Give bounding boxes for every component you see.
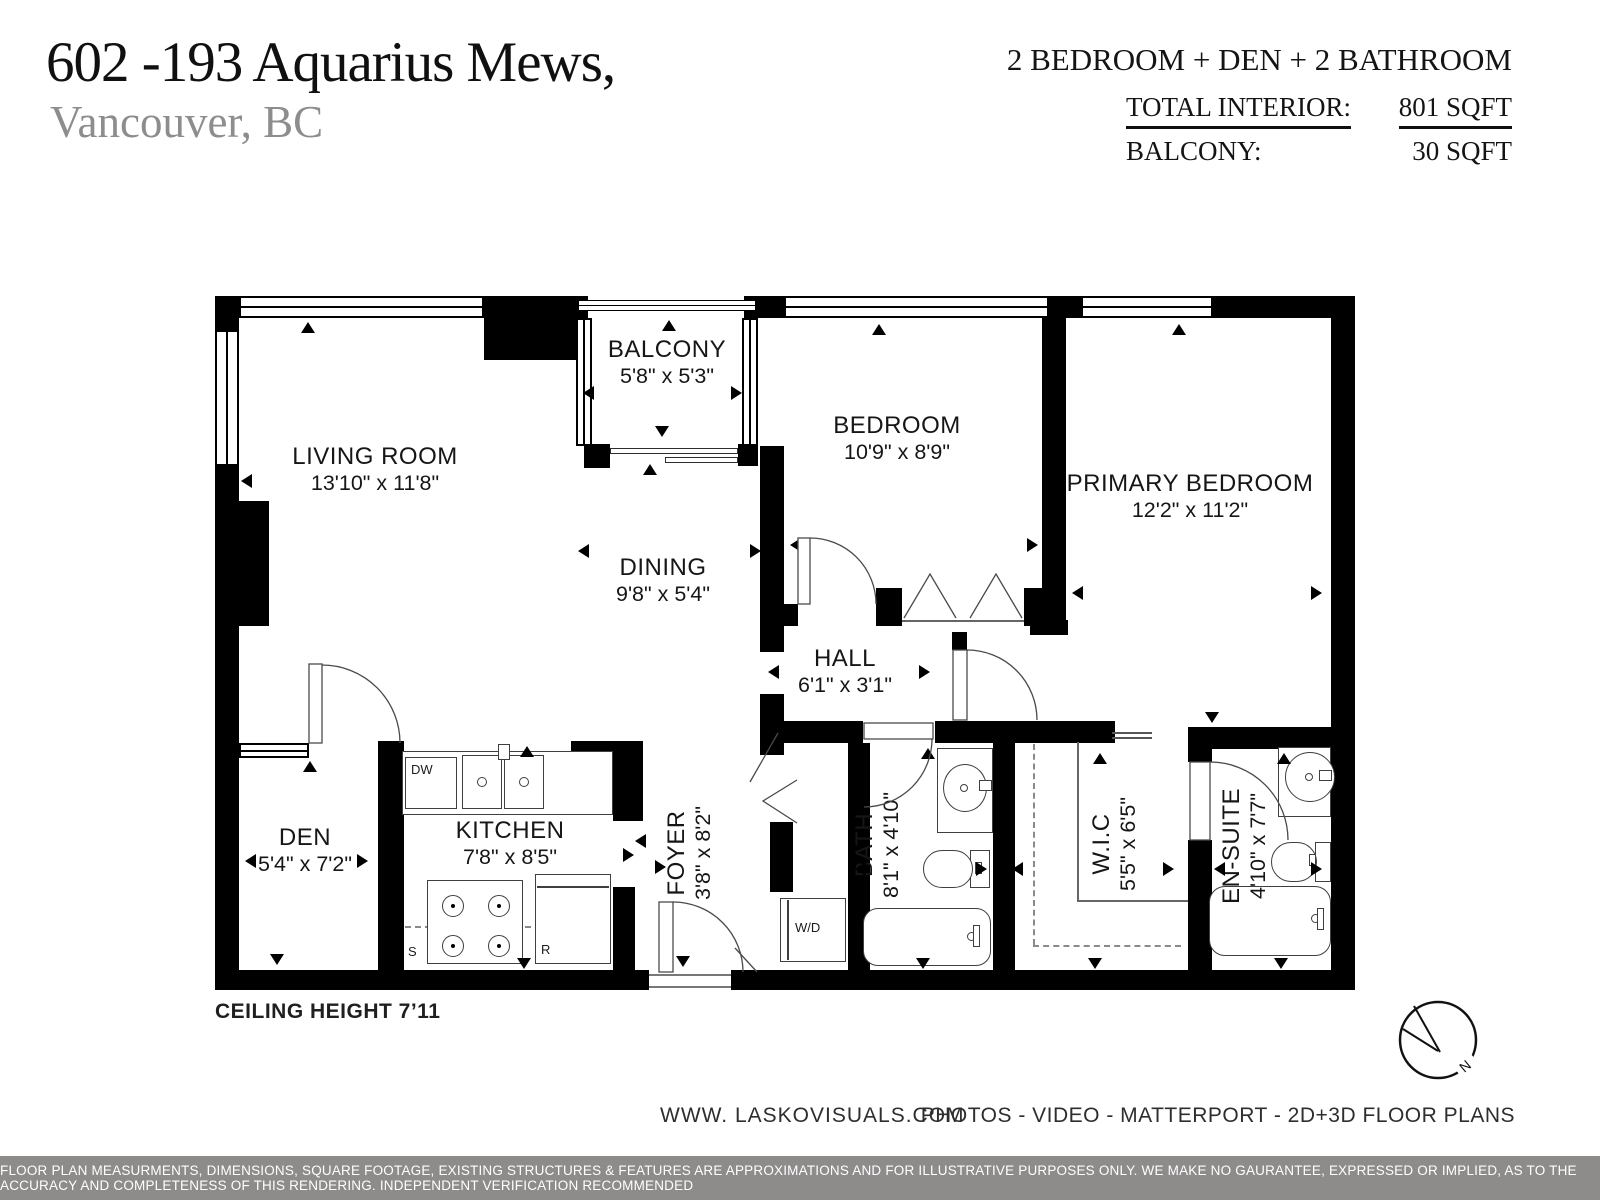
floor-plan <box>215 296 1355 990</box>
dimension-arrow-icon <box>1205 712 1219 723</box>
compass-north-label: N <box>1456 1056 1475 1076</box>
dimension-arrow-icon <box>1274 958 1288 969</box>
thin-line <box>787 900 789 960</box>
address-line-1: 602 -193 Aquarius Mews, <box>46 31 616 94</box>
wall <box>935 721 1115 743</box>
dimension-arrow-icon <box>241 474 252 488</box>
dimension-arrow-icon <box>245 854 256 868</box>
unit-summary: 2 BEDROOM + DEN + 2 BATHROOM <box>1006 42 1512 77</box>
dimension-arrow-icon <box>919 665 930 679</box>
sliding-door <box>665 457 738 463</box>
wall <box>1188 727 1212 762</box>
dimension-arrow-icon <box>1214 862 1225 876</box>
wall <box>738 444 758 466</box>
sliding-door <box>610 448 738 454</box>
wall <box>239 501 269 626</box>
dimension-arrow-icon <box>750 544 761 558</box>
address-line-2: Vancouver, BC <box>50 97 324 147</box>
dimension-arrow-icon <box>1163 862 1174 876</box>
dimension-arrow-icon <box>520 746 534 757</box>
wall <box>497 944 501 948</box>
thin-line <box>1077 900 1188 902</box>
thin-line <box>1112 732 1152 734</box>
dimension-arrow-icon <box>676 956 690 967</box>
wall <box>613 887 635 970</box>
washer-dryer-label: W/D <box>795 920 821 935</box>
dimension-arrow-icon <box>1311 862 1322 876</box>
dimension-arrow-icon <box>662 320 676 331</box>
thin-line <box>537 886 609 888</box>
wall <box>760 743 784 755</box>
dimension-arrow-icon <box>583 386 594 400</box>
services-text: PHOTOS - VIDEO - MATTERPORT - 2D+3D FLOOR PLANS <box>920 1104 1515 1127</box>
ceiling-height-note: CEILING HEIGHT 7’11 <box>215 1000 441 1023</box>
wall <box>770 822 793 892</box>
dimension-arrow-icon <box>1088 958 1102 969</box>
dimension-arrow-icon <box>916 958 930 969</box>
fixture <box>1317 908 1324 930</box>
wall <box>952 632 967 650</box>
dimension-arrow-icon <box>921 748 935 759</box>
fixture <box>477 777 487 787</box>
fixture <box>923 850 973 888</box>
wall <box>484 296 578 360</box>
dimension-arrow-icon <box>1027 538 1038 552</box>
dimension-arrow-icon <box>872 324 886 335</box>
wall <box>497 904 501 908</box>
room-label-hall: HALL 6'1" x 3'1" <box>798 645 892 698</box>
fixture <box>427 880 523 964</box>
dimension-arrow-icon <box>578 544 589 558</box>
wall <box>584 444 610 468</box>
room-label-kitchen: KITCHEN 7'8" x 8'5" <box>455 817 565 870</box>
stat-value: 30 SQFT <box>1412 136 1512 166</box>
room-label-living: LIVING ROOM 13'10" x 11'8" <box>292 443 458 496</box>
dashed-line <box>1033 744 1035 945</box>
stat-row-total-interior <box>1126 92 1512 129</box>
room-label-wic: W.I.C 5'5" x 6'5" <box>1088 797 1141 891</box>
fixture <box>519 777 529 787</box>
dimension-arrow-icon <box>623 848 634 862</box>
dimension-arrow-icon <box>655 426 669 437</box>
room-label-foyer: FOYER 3'8" x 8'2" <box>663 806 716 900</box>
wall <box>760 626 784 652</box>
dimension-arrow-icon <box>301 322 315 333</box>
fixture <box>1305 773 1313 781</box>
dimension-arrow-icon <box>880 592 894 603</box>
balcony-railing <box>578 300 756 311</box>
wall <box>215 296 239 318</box>
wall <box>742 318 758 446</box>
thin-line <box>1077 742 1079 900</box>
room-label-primary: PRIMARY BEDROOM 12'2" x 11'2" <box>1066 470 1314 523</box>
wall <box>1030 620 1068 635</box>
room-label-bedroom: BEDROOM 10'9" x 8'9" <box>833 412 961 465</box>
wall <box>613 741 643 821</box>
thin-line <box>649 986 731 988</box>
dimension-arrow-icon <box>357 854 368 868</box>
wall <box>1081 296 1213 318</box>
dimension-arrow-icon <box>790 538 801 552</box>
stove-label: S <box>408 944 417 959</box>
dimension-arrow-icon <box>517 958 531 969</box>
wall <box>451 904 455 908</box>
dimension-arrow-icon <box>1072 586 1083 600</box>
room-label-balcony: BALCONY 5'8" x 5'3" <box>607 336 727 389</box>
stat-label: TOTAL INTERIOR: <box>1126 92 1351 129</box>
wall <box>1188 727 1355 749</box>
dimension-arrow-icon <box>655 860 666 874</box>
wall <box>215 970 649 990</box>
room-label-dining: DINING 9'8" x 5'4" <box>616 554 710 607</box>
fixture <box>973 925 980 947</box>
dimension-arrow-icon <box>635 834 646 848</box>
wall <box>215 466 239 970</box>
wall <box>760 721 863 743</box>
dimension-arrow-icon <box>1093 753 1107 764</box>
compass-icon <box>1380 982 1496 1098</box>
thin-line <box>902 620 1024 622</box>
wall <box>784 296 1049 318</box>
wall <box>239 296 484 318</box>
dimension-arrow-icon <box>768 665 779 679</box>
dimension-arrow-icon <box>385 848 396 862</box>
wall <box>760 446 784 626</box>
dimension-arrow-icon <box>1012 862 1023 876</box>
dashed-line <box>1033 945 1181 947</box>
wall <box>1042 318 1066 635</box>
wall <box>239 743 309 758</box>
wall <box>1331 296 1355 970</box>
wall <box>760 604 798 626</box>
thin-line <box>1112 737 1152 739</box>
wall <box>760 694 784 721</box>
dimension-arrow-icon <box>1172 324 1186 335</box>
fridge-label: R <box>541 942 551 957</box>
dimension-arrow-icon <box>270 954 284 965</box>
wall <box>760 296 784 318</box>
website-link[interactable]: WWW. LASKOVISUALS.COM <box>660 1104 965 1127</box>
fixture <box>498 744 510 760</box>
wall <box>993 743 1015 970</box>
fixture <box>1319 770 1332 781</box>
room-label-ensuite: EN-SUITE 4'10" x 7'7" <box>1218 787 1271 905</box>
dimension-arrow-icon <box>976 862 987 876</box>
dimension-arrow-icon <box>855 862 866 876</box>
dishwasher-label: DW <box>411 762 433 777</box>
disclaimer-bar <box>0 1156 1600 1200</box>
dimension-arrow-icon <box>1311 586 1322 600</box>
wall <box>215 330 239 466</box>
stat-value: 801 SQFT <box>1399 92 1512 129</box>
dimension-arrow-icon <box>731 386 742 400</box>
wall <box>576 318 592 446</box>
stat-label: BALCONY: <box>1126 136 1262 166</box>
dimension-arrow-icon <box>643 464 657 475</box>
fixture <box>979 780 992 791</box>
area-stats <box>1126 92 1512 167</box>
wall <box>1049 296 1081 318</box>
dimension-arrow-icon <box>1277 753 1291 764</box>
wall <box>731 970 1355 990</box>
thin-line <box>649 974 731 976</box>
fixture <box>960 784 968 792</box>
room-label-den: DEN 5'4" x 7'2" <box>258 824 352 877</box>
room-label-bath: BATH 8'1" x 4'10" <box>851 792 904 898</box>
dimension-arrow-icon <box>303 761 317 772</box>
stat-row-balcony <box>1126 136 1512 167</box>
wall <box>451 944 455 948</box>
disclaimer-text: FLOOR PLAN MEASURMENTS, DIMENSIONS, SQUARE FOOTAGE, EXISTING STRUCTURES & FEATURES ARE APPROXIMATIONS AND FOR ILLUSTRATIVE PURPOSES ONLY. WE MAKE NO GAURANTEE, EXPRESSED OR IMPLIED, AS TO THE ACCURACY AND COMPLETENESS OF THIS RENDERING. INDEPENDENT VERIFICATION RECOMMENDED <box>0 1163 1577 1193</box>
